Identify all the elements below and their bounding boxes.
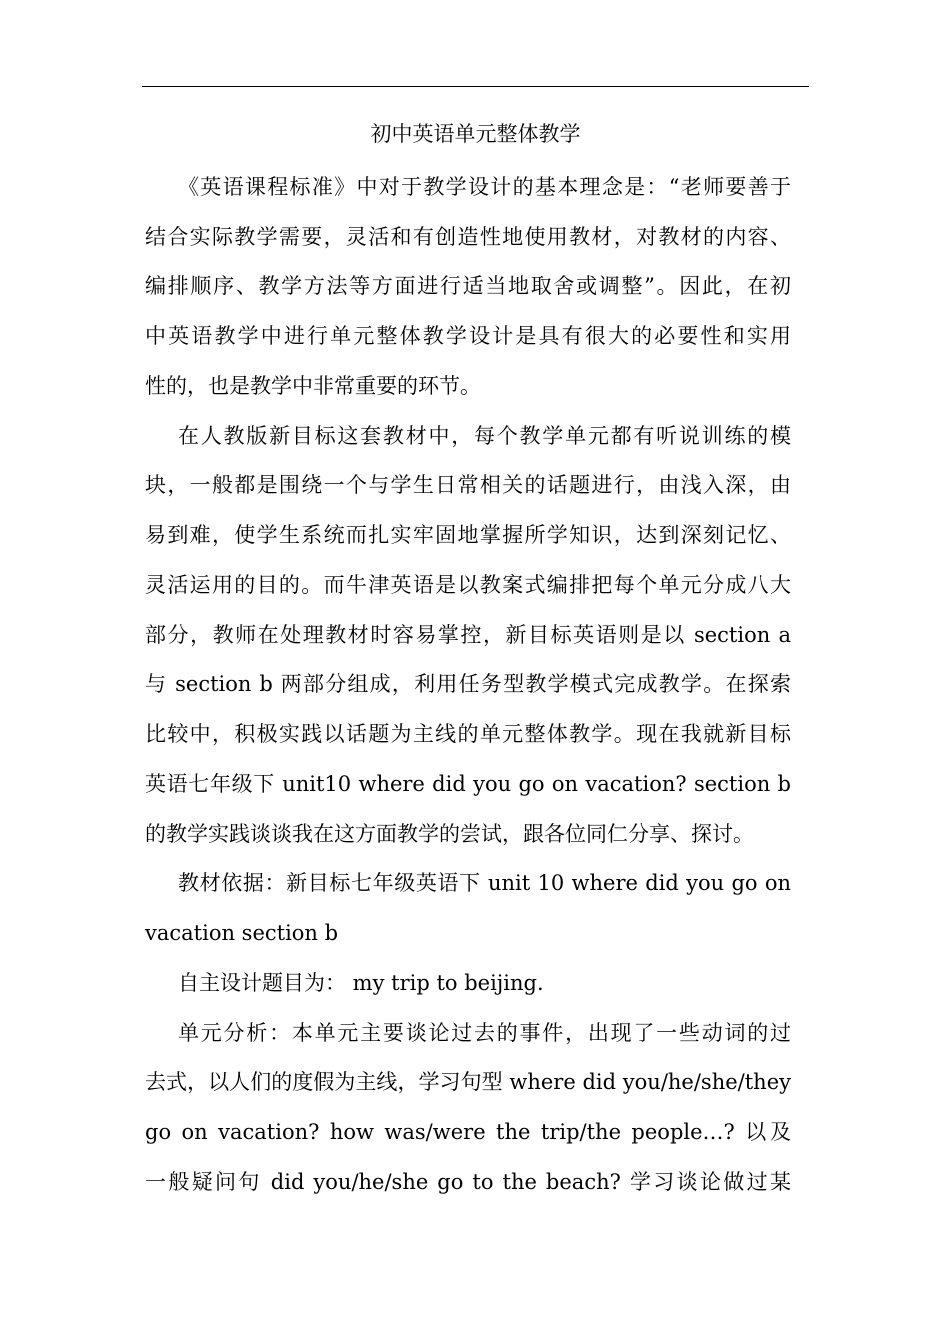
text-line: 一般疑问句 did you/he/she go to the beach? 学习谈论做过某: [145, 1170, 791, 1194]
text-line: 比较中，积极实践以话题为主线的单元整体教学。现在我就新目标: [145, 722, 791, 746]
text-line: 的教学实践谈谈我在这方面教学的尝试，跟各位同仁分享、探讨。: [145, 822, 754, 846]
text-line: 易到难，使学生系统而扎实牢固地掌握所学知识，达到深刻记忆、: [145, 523, 791, 547]
text-line: 去式，以人们的度假为主线，学习句型 where did you/he/she/they: [145, 1070, 791, 1094]
text-line: go on vacation? how was/were the trip/the people…? 以及: [145, 1120, 791, 1144]
text-line: 英语七年级下 unit10 where did you go on vacation? section b: [145, 772, 791, 796]
document-title: 初中英语单元整体教学: [370, 122, 581, 146]
text-line: 性的，也是教学中非常重要的环节。: [145, 374, 481, 398]
header-rule: [142, 86, 809, 87]
text-line: 结合实际教学需要，灵活和有创造性地使用教材，对教材的内容、: [145, 225, 791, 249]
text-line: 块，一般都是围绕一个与学生日常相关的话题进行，由浅入深，由: [145, 473, 791, 497]
text-line: 单元分析：本单元主要谈论过去的事件，出现了一些动词的过: [178, 1021, 791, 1045]
text-line: 《英语课程标准》中对于教学设计的基本理念是：“老师要善于: [178, 175, 791, 199]
text-line: 自主设计题目为： my trip to beijing.: [178, 971, 544, 995]
text-line: 编排顺序、教学方法等方面进行适当地取舍或调整”。因此，在初: [145, 274, 791, 298]
text-line: 教材依据：新目标七年级英语下 unit 10 where did you go on: [178, 871, 791, 895]
text-line: 部分，教师在处理教材时容易掌控，新目标英语则是以 section a: [145, 623, 791, 647]
text-line: 中英语教学中进行单元整体教学设计是具有很大的必要性和实用: [145, 324, 791, 348]
text-line: 在人教版新目标这套教材中，每个教学单元都有听说训练的模: [178, 424, 791, 448]
text-line: 灵活运用的目的。而牛津英语是以教案式编排把每个单元分成八大: [145, 573, 791, 597]
text-line: vacation section b: [145, 921, 339, 945]
text-line: 与 section b 两部分组成，利用任务型教学模式完成教学。在探索: [145, 672, 791, 696]
